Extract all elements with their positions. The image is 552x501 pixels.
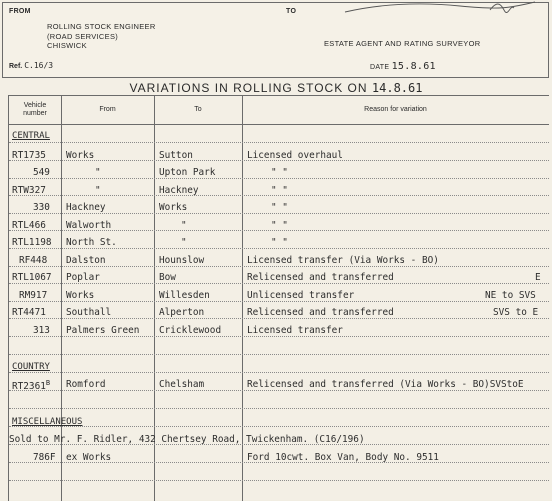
ref-label: Ref. <box>9 63 23 70</box>
row-line <box>9 372 549 373</box>
col-header-vehicle <box>9 96 61 124</box>
cell-vehicle-text: RT2361 <box>12 381 46 393</box>
from-address <box>47 22 156 51</box>
misc-sold-line: Sold to Mr. F. Ridler, 432 Chertsey Road, Twickenham. (C16/196) <box>9 434 365 445</box>
cell-from: Works <box>66 290 95 301</box>
col-header-vehicle-line1: Vehicle <box>23 102 47 109</box>
from-box <box>2 2 282 78</box>
cell-reason: " " <box>271 167 288 178</box>
row-line <box>9 213 549 214</box>
cell-from: " <box>95 167 101 178</box>
cell-to: Works <box>159 202 188 213</box>
cell-reason: Relicensed and transferred <box>247 272 394 283</box>
from-line-2: (ROAD SERVICES) <box>47 31 119 41</box>
row-line <box>9 178 549 179</box>
signature-scribble <box>340 0 540 14</box>
col-header-vehicle-line2: number <box>23 110 47 117</box>
cell-from: ex Works <box>66 452 112 463</box>
from-line-3: CHISWICK <box>47 41 87 50</box>
cell-vehicle: RF448 <box>19 255 48 266</box>
row-line <box>9 283 549 284</box>
cell-reason: Unlicensed transfer <box>247 290 355 301</box>
cell-reason: " " <box>271 220 288 231</box>
row-line <box>9 426 549 427</box>
row-line <box>9 480 549 481</box>
date <box>370 61 436 72</box>
title-text: VARIATIONS IN ROLLING STOCK ON <box>129 81 368 95</box>
cell-vehicle: 786F <box>33 452 56 463</box>
cell-from: Dalston <box>66 255 106 266</box>
cell-to: Bow <box>159 272 176 283</box>
cell-reason: Relicensed and transferred (Via Works - BO)SVStoE <box>247 379 524 390</box>
cell-to: Hackney <box>159 185 199 196</box>
col-header-from: From <box>99 106 116 113</box>
cell-vehicle <box>12 379 50 392</box>
cell-from: Poplar <box>66 272 100 283</box>
page-title <box>0 81 552 95</box>
cell-vehicle: RM917 <box>19 290 48 301</box>
cell-to: Chelsham <box>159 379 205 390</box>
cell-to: " <box>181 220 187 231</box>
section-country: COUNTRY <box>12 362 50 372</box>
cell-extra: SVS to E <box>493 307 539 318</box>
cell-vehicle: 313 <box>33 325 50 336</box>
cell-reason: Licensed overhaul <box>247 150 343 161</box>
row-line <box>9 248 549 249</box>
row-line <box>9 266 549 267</box>
cell-reason: Relicensed and transferred <box>247 307 394 318</box>
cell-vehicle: RTL1067 <box>12 272 52 283</box>
cell-to: Hounslow <box>159 255 205 266</box>
cell-reason: Licensed transfer <box>247 325 343 336</box>
cell-vehicle: RTL1198 <box>12 237 52 248</box>
row-line <box>9 318 549 319</box>
cell-from: Palmers Green <box>66 325 140 336</box>
cell-from: North St. <box>66 237 117 248</box>
cell-to: Cricklewood <box>159 325 222 336</box>
ref-value: C.16/3 <box>24 61 54 70</box>
section-misc: MISCELLANEOUS <box>12 417 83 427</box>
cell-extra: NE to SVS <box>485 290 536 301</box>
cell-to: Willesden <box>159 290 210 301</box>
cell-from: Southall <box>66 307 112 318</box>
cell-from: " <box>95 185 101 196</box>
cell-reason: " " <box>271 237 288 248</box>
cell-vehicle: 330 <box>33 202 50 213</box>
section-central: CENTRAL <box>12 131 50 141</box>
cell-extra: E <box>535 272 541 283</box>
cell-vehicle: RTW327 <box>12 185 46 196</box>
cell-to: Upton Park <box>159 167 216 178</box>
row-line <box>9 354 549 355</box>
cell-to: " <box>181 237 187 248</box>
col-header-to: To <box>194 106 202 113</box>
variations-table <box>8 95 549 501</box>
cell-reason: Ford 10cwt. Box Van, Body No. 9511 <box>247 452 439 463</box>
from-line-1: ROLLING STOCK ENGINEER <box>47 22 156 31</box>
row-line <box>9 301 549 302</box>
cell-reason: Licensed transfer (Via Works - BO) <box>247 255 439 266</box>
date-label: DATE <box>370 64 390 71</box>
from-label: FROM <box>9 8 31 15</box>
to-recipient: ESTATE AGENT AND RATING SURVEYOR <box>324 39 481 48</box>
cell-vehicle: RT4471 <box>12 307 46 318</box>
row-line <box>9 336 549 337</box>
cell-from: Works <box>66 150 95 161</box>
cell-to: Sutton <box>159 150 193 161</box>
row-line <box>9 408 549 409</box>
ref <box>9 61 53 70</box>
date-value: 15.8.61 <box>391 61 436 72</box>
cell-vehicle: RTL466 <box>12 220 46 231</box>
cell-from: Romford <box>66 379 106 390</box>
to-label: TO <box>286 8 297 15</box>
cell-from: Hackney <box>66 202 106 213</box>
row-line <box>9 142 549 143</box>
title-date: 14.8.61 <box>371 81 423 95</box>
cell-to: Alperton <box>159 307 205 318</box>
col-header-reason: Reason for variation <box>364 106 427 113</box>
cell-from: Walworth <box>66 220 112 231</box>
cell-vehicle-sup: B <box>45 379 51 387</box>
cell-vehicle: 549 <box>33 167 50 178</box>
cell-vehicle: RT1735 <box>12 150 46 161</box>
cell-reason: " " <box>271 185 288 196</box>
cell-reason: " " <box>271 202 288 213</box>
row-line <box>9 390 549 391</box>
table-header <box>9 96 549 125</box>
